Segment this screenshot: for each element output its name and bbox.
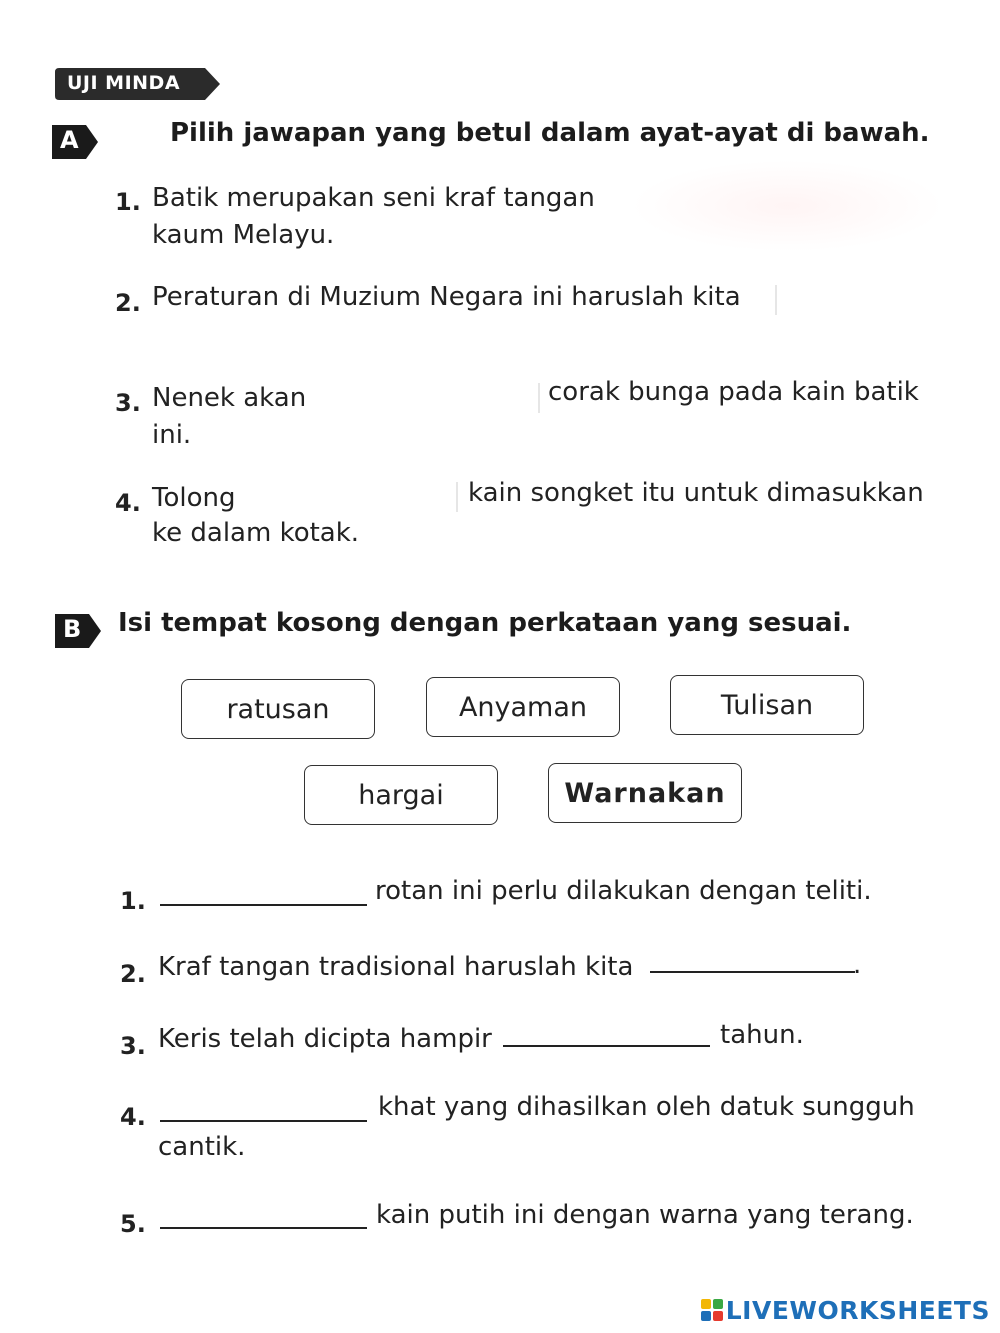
a-item-4-text-end: kain songket itu untuk dimasukkan — [468, 478, 924, 508]
b-item-4-text-line2: cantik. — [158, 1132, 246, 1162]
a-item-2-text: Peraturan di Muzium Negara ini haruslah kita — [152, 282, 741, 312]
b-item-2-period: . — [853, 950, 862, 980]
word-option-warnakan[interactable]: Warnakan — [548, 763, 742, 823]
a-item-4-text-start: Tolong — [152, 483, 236, 513]
b-item-2-text: Kraf tangan tradisional haruslah kita — [158, 952, 634, 982]
liveworksheets-logo-icon — [701, 1299, 723, 1321]
word-option-anyaman[interactable]: Anyaman — [426, 677, 620, 737]
b-item-5-number: 5. — [120, 1210, 146, 1238]
section-b-letter: B — [63, 615, 82, 643]
brand-name: LIVEWORKSHEETS — [725, 1295, 990, 1325]
uji-minda-tag — [55, 68, 220, 100]
section-b-heading: Isi tempat kosong dengan perkataan yang sesuai. — [118, 608, 852, 638]
a-item-4-text-line2: ke dalam kotak. — [152, 518, 360, 548]
b-item-1-text: rotan ini perlu dilakukan dengan teliti. — [375, 876, 872, 906]
word-option-ratusan[interactable]: ratusan — [181, 679, 375, 739]
tag-label: UJI MINDA — [67, 72, 181, 94]
a-item-4-answer-slot[interactable] — [456, 482, 458, 512]
a-item-3-text-start: Nenek akan — [152, 383, 307, 413]
b-item-4-number: 4. — [120, 1103, 146, 1131]
b-item-1-blank[interactable] — [160, 904, 367, 906]
a-item-3-text-line2: ini. — [152, 420, 192, 450]
b-item-4-text: khat yang dihasilkan oleh datuk sungguh — [378, 1092, 915, 1122]
b-item-5-text: kain putih ini dengan warna yang terang. — [376, 1200, 914, 1230]
a-item-4-number: 4. — [115, 489, 141, 517]
word-option-tulisan[interactable]: Tulisan — [670, 675, 864, 735]
a-item-1-number: 1. — [115, 188, 141, 216]
b-item-3-blank[interactable] — [503, 1045, 710, 1047]
section-a-badge — [52, 125, 100, 159]
a-item-1-text: Batik merupakan seni kraf tangan — [152, 183, 595, 213]
b-item-3-number: 3. — [120, 1032, 146, 1060]
a-item-2-answer-slot[interactable] — [775, 285, 777, 315]
b-item-5-blank[interactable] — [160, 1227, 367, 1229]
a-item-1-text-line2: kaum Melayu. — [152, 220, 335, 250]
b-item-2-blank[interactable] — [650, 971, 855, 973]
b-item-3-text-start: Keris telah dicipta hampir — [158, 1024, 492, 1054]
word-option-hargai[interactable]: hargai — [304, 765, 498, 825]
section-a-letter: A — [60, 126, 79, 154]
b-item-4-blank[interactable] — [160, 1120, 367, 1122]
a-item-3-answer-slot[interactable] — [538, 383, 540, 413]
a-item-2-number: 2. — [115, 289, 141, 317]
section-a-heading: Pilih jawapan yang betul dalam ayat-ayat di bawah. — [170, 118, 930, 148]
a-item-3-text-end: corak bunga pada kain batik — [548, 377, 919, 407]
answer-drop-area[interactable] — [630, 160, 945, 252]
a-item-3-number: 3. — [115, 389, 141, 417]
b-item-2-number: 2. — [120, 960, 146, 988]
liveworksheets-brand — [701, 1295, 990, 1325]
b-item-1-number: 1. — [120, 887, 146, 915]
section-b-badge — [55, 614, 103, 648]
b-item-3-text-end: tahun. — [720, 1020, 804, 1050]
